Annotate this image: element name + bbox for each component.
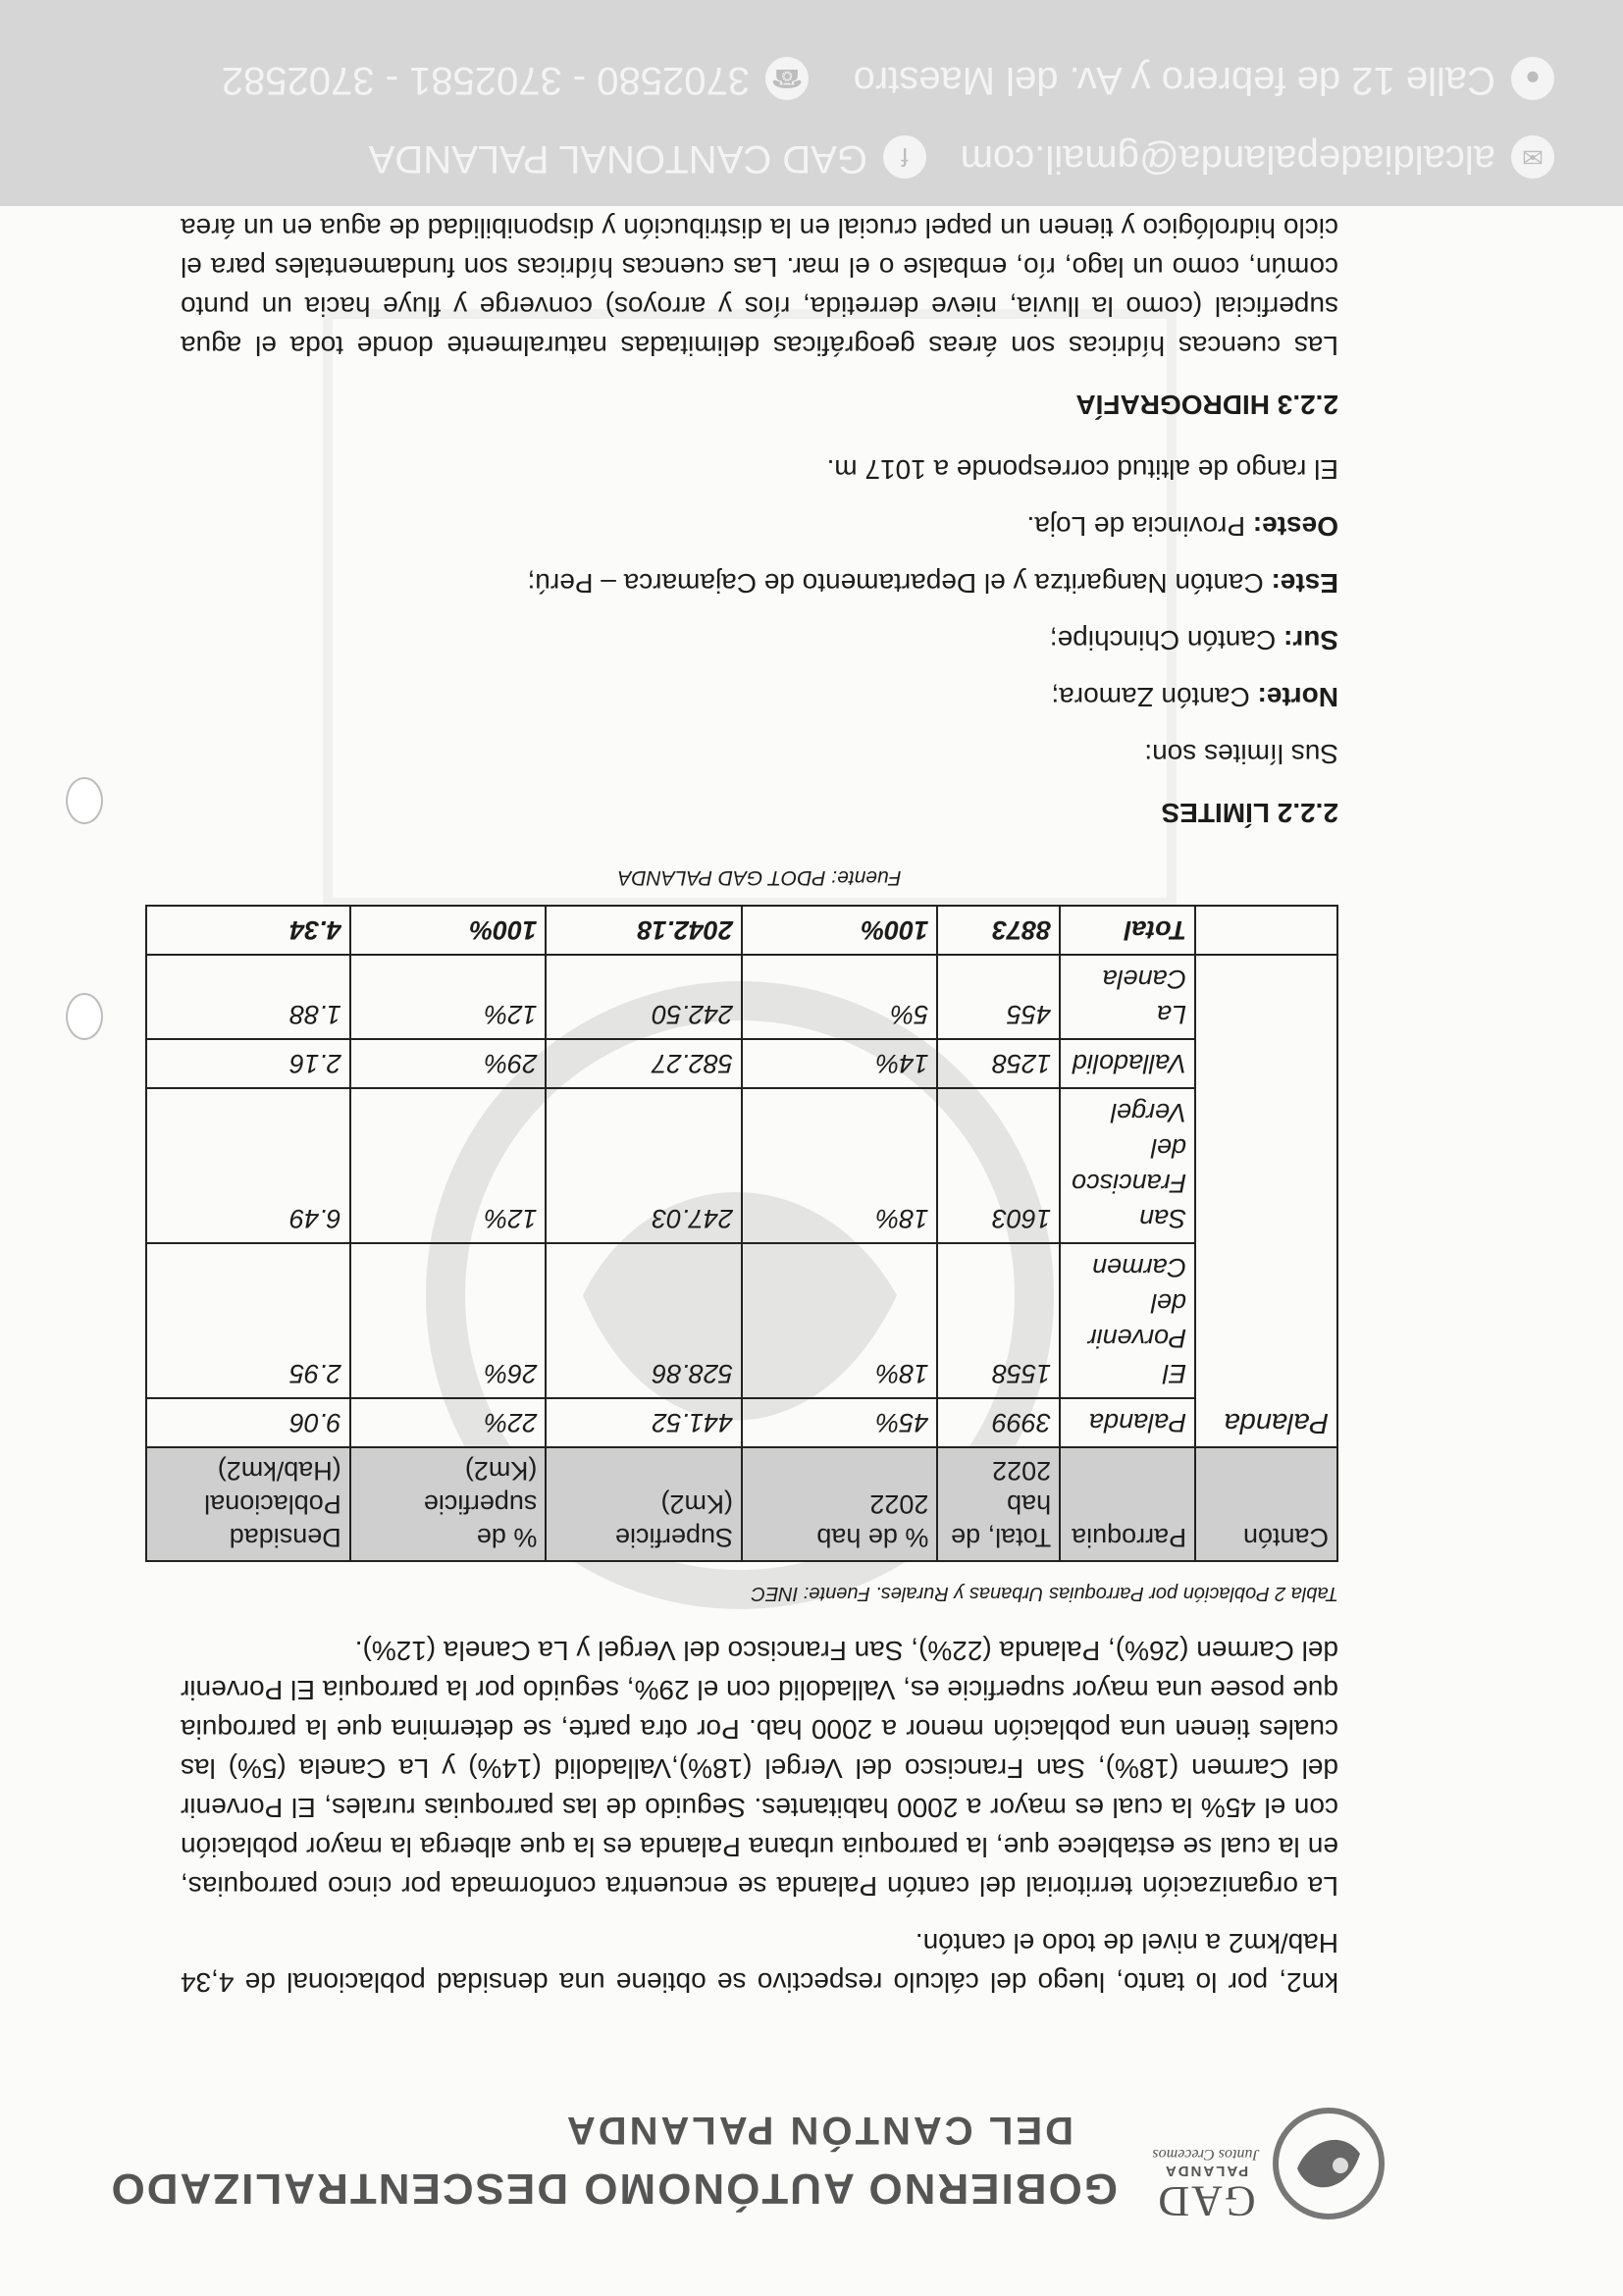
parroquia-cell: El Porvenir del Carmen xyxy=(1060,1243,1195,1398)
limite-norte xyxy=(181,677,1338,716)
superficie-cell: 247.03 xyxy=(546,1088,742,1243)
parroquia-cell: Valladolid xyxy=(1060,1039,1195,1088)
table-row xyxy=(146,955,1337,1039)
gad-slogan: Juntos Crecemos xyxy=(1152,2146,1260,2163)
pct-hab-cell: 45% xyxy=(742,1398,937,1447)
gad-subtitle: PALANDA xyxy=(1163,2163,1249,2179)
phone-icon: ☎ xyxy=(765,57,809,100)
pct-sup-cell: 29% xyxy=(350,1039,547,1088)
footer-facebook xyxy=(369,135,926,181)
pct-hab-cell: 18% xyxy=(742,1243,937,1398)
facebook-text: GAD CANTONAL PALANDA xyxy=(368,137,867,181)
pct-hab-cell: 18% xyxy=(742,1088,937,1243)
header-total-hab: Total, de hab 2022 xyxy=(937,1447,1060,1561)
limite-este-label: Este: xyxy=(1271,568,1338,599)
limite-sur-value: Cantón Chinchipe; xyxy=(1049,625,1277,655)
table-header-row xyxy=(146,1447,1337,1561)
canton-cell: Palanda xyxy=(1195,955,1337,1447)
limite-oeste-label: Oeste: xyxy=(1252,511,1338,542)
header-densidad: Densidad Poblacional (Hab/km2) xyxy=(146,1447,350,1561)
gad-wordmark xyxy=(1142,2145,1270,2225)
paragraph-density: km2, por lo tanto, luego del cálculo respectivo se obtiene una densidad poblacional de 4,34 Hab/km2 a nivel de todo el cantón. xyxy=(181,1928,1338,1998)
header-pct-hab: % de hab 2022 xyxy=(742,1447,937,1561)
table-row xyxy=(146,1243,1337,1398)
total-pct-sup-cell: 100% xyxy=(350,906,547,955)
punch-holes xyxy=(54,0,103,2296)
table-source: Fuente: PDOT GAD PALANDA xyxy=(617,866,902,889)
total-cell: 1603 xyxy=(937,1088,1060,1243)
total-label-cell: Total xyxy=(1060,906,1195,955)
header-title-line2: DEL CANTÓN PALANDA xyxy=(563,2109,1073,2152)
pct-hab-cell: 14% xyxy=(742,1039,937,1088)
total-cell: 455 xyxy=(937,955,1060,1039)
page-header xyxy=(109,2046,1387,2242)
pct-sup-cell: 12% xyxy=(350,1088,547,1243)
table-row xyxy=(146,1088,1337,1243)
pct-sup-cell: 22% xyxy=(350,1398,547,1447)
phone-text: 3702580 - 3702581 - 3702582 xyxy=(221,59,750,102)
pct-sup-cell: 12% xyxy=(350,955,547,1039)
section-heading-hidrografia: 2.2.3 HIDROGRAFÍA xyxy=(1075,390,1338,420)
gad-logo-icon xyxy=(1270,2105,1387,2222)
table-row xyxy=(146,1039,1337,1088)
population-table xyxy=(145,905,1338,1562)
paragraph-hidrografia: Las cuencas hídricas son áreas geográficas delimitadas naturalmente donde toda el agua superficial (como la lluvia, nieve derretida, ríos y arroyos) converge y fluye hacia un punto común, como un lago, río, embalse o el mar. Las cuencas hídricas son fundamentales para el ciclo hidrológico y tienen un papel crucial en la distribución y disponibilidad de agua en un área xyxy=(181,213,1338,361)
gad-text: GAD xyxy=(1156,2177,1256,2225)
total-densidad-cell: 4.34 xyxy=(146,906,350,955)
densidad-cell: 9.06 xyxy=(146,1398,350,1447)
punch-hole xyxy=(66,993,103,1040)
header-pct-superficie: % de superficie (Km2) xyxy=(350,1447,547,1561)
total-cell: 1258 xyxy=(937,1039,1060,1088)
limite-norte-label: Norte: xyxy=(1257,682,1338,712)
total-total-cell: 8873 xyxy=(937,906,1060,955)
header-title-line1: GOBIERNO AUTÓNOMO DESCENTRALIZADO xyxy=(109,2165,1118,2213)
limite-oeste-value: Provincia de Loja. xyxy=(1026,511,1246,542)
facebook-icon: f xyxy=(883,135,926,179)
total-superficie-cell: 2042.18 xyxy=(546,906,742,955)
superficie-cell: 242.50 xyxy=(546,955,742,1039)
limite-este-value: Cantón Nangaritza y el Departamento de Cajamarca – Perú; xyxy=(527,568,1264,599)
punch-hole xyxy=(66,777,103,824)
superficie-cell: 441.52 xyxy=(546,1398,742,1447)
limite-este xyxy=(181,563,1338,602)
footer-address xyxy=(854,57,1554,102)
pct-hab-cell: 5% xyxy=(742,955,937,1039)
section-heading-limites: 2.2.2 LÍMITES xyxy=(1161,798,1338,828)
total-pct-hab-cell: 100% xyxy=(742,906,937,955)
footer-phone xyxy=(222,57,809,102)
mail-icon: ✉ xyxy=(1511,135,1554,179)
altitude-range: El rango de altitud corresponde a 1017 m. xyxy=(826,454,1338,485)
location-pin-icon: ● xyxy=(1511,57,1554,100)
superficie-cell: 582.27 xyxy=(546,1039,742,1088)
header-canton: Cantón xyxy=(1195,1447,1337,1561)
page-footer xyxy=(0,0,1623,206)
footer-contact xyxy=(0,12,1554,188)
total-empty-cell xyxy=(1195,906,1337,955)
address-text: Calle 12 de febrero y Av. del Maestro xyxy=(853,59,1495,102)
densidad-cell: 2.16 xyxy=(146,1039,350,1088)
limite-sur xyxy=(181,620,1338,659)
parroquia-cell: Palanda xyxy=(1060,1398,1195,1447)
main-content xyxy=(181,151,1338,2002)
table-caption: Tabla 2 Población por Parroquias Urbanas y Rurales. Fuente: INEC xyxy=(751,1583,1338,1604)
densidad-cell: 1.88 xyxy=(146,955,350,1039)
limite-norte-value: Cantón Zamora; xyxy=(1051,682,1250,712)
total-cell: 3999 xyxy=(937,1398,1060,1447)
footer-email xyxy=(961,135,1554,181)
parroquia-cell: San Francisco del Vergel xyxy=(1060,1088,1195,1243)
parroquia-cell: La Canela xyxy=(1060,955,1195,1039)
limites-intro: Sus límites son: xyxy=(1144,739,1338,769)
densidad-cell: 6.49 xyxy=(146,1088,350,1243)
paragraph-organization: La organización territorial del cantón Palanda se encuentra conformada por cinco parroquias, en la cual se establece que, la parroquia urbana Palanda es la que alberga la mayor población con el 45% la cual es mayor a 2000 habitantes. Seguido de las parroquias rurales, El Porvenir del Carmen (18%), San Francisco del Vergel (18%),Valladolid (14%) y La Canela (5%) las cuales tienen una población menor a 2000 hab. Por otra parte, se determina que la parroquia que posee una mayor superficie es, Valladolid con el 29%, seguido por la parroquia El Porvenir del Carmen (26%), Palanda (22%), San Francisco del Vergel y La Canela (12%). xyxy=(181,1636,1338,1902)
limite-oeste xyxy=(181,506,1338,546)
table-row xyxy=(146,1398,1337,1447)
total-cell: 1558 xyxy=(937,1243,1060,1398)
pct-sup-cell: 26% xyxy=(350,1243,547,1398)
table-total-row xyxy=(146,906,1337,955)
email-text: alcaldiadepalanda@gmail.com xyxy=(960,137,1495,181)
header-superficie: Superficie (Km2) xyxy=(546,1447,742,1561)
header-parroquia: Parroquia xyxy=(1060,1447,1195,1561)
densidad-cell: 2.95 xyxy=(146,1243,350,1398)
limite-sur-label: Sur: xyxy=(1283,625,1338,655)
superficie-cell: 528.86 xyxy=(546,1243,742,1398)
